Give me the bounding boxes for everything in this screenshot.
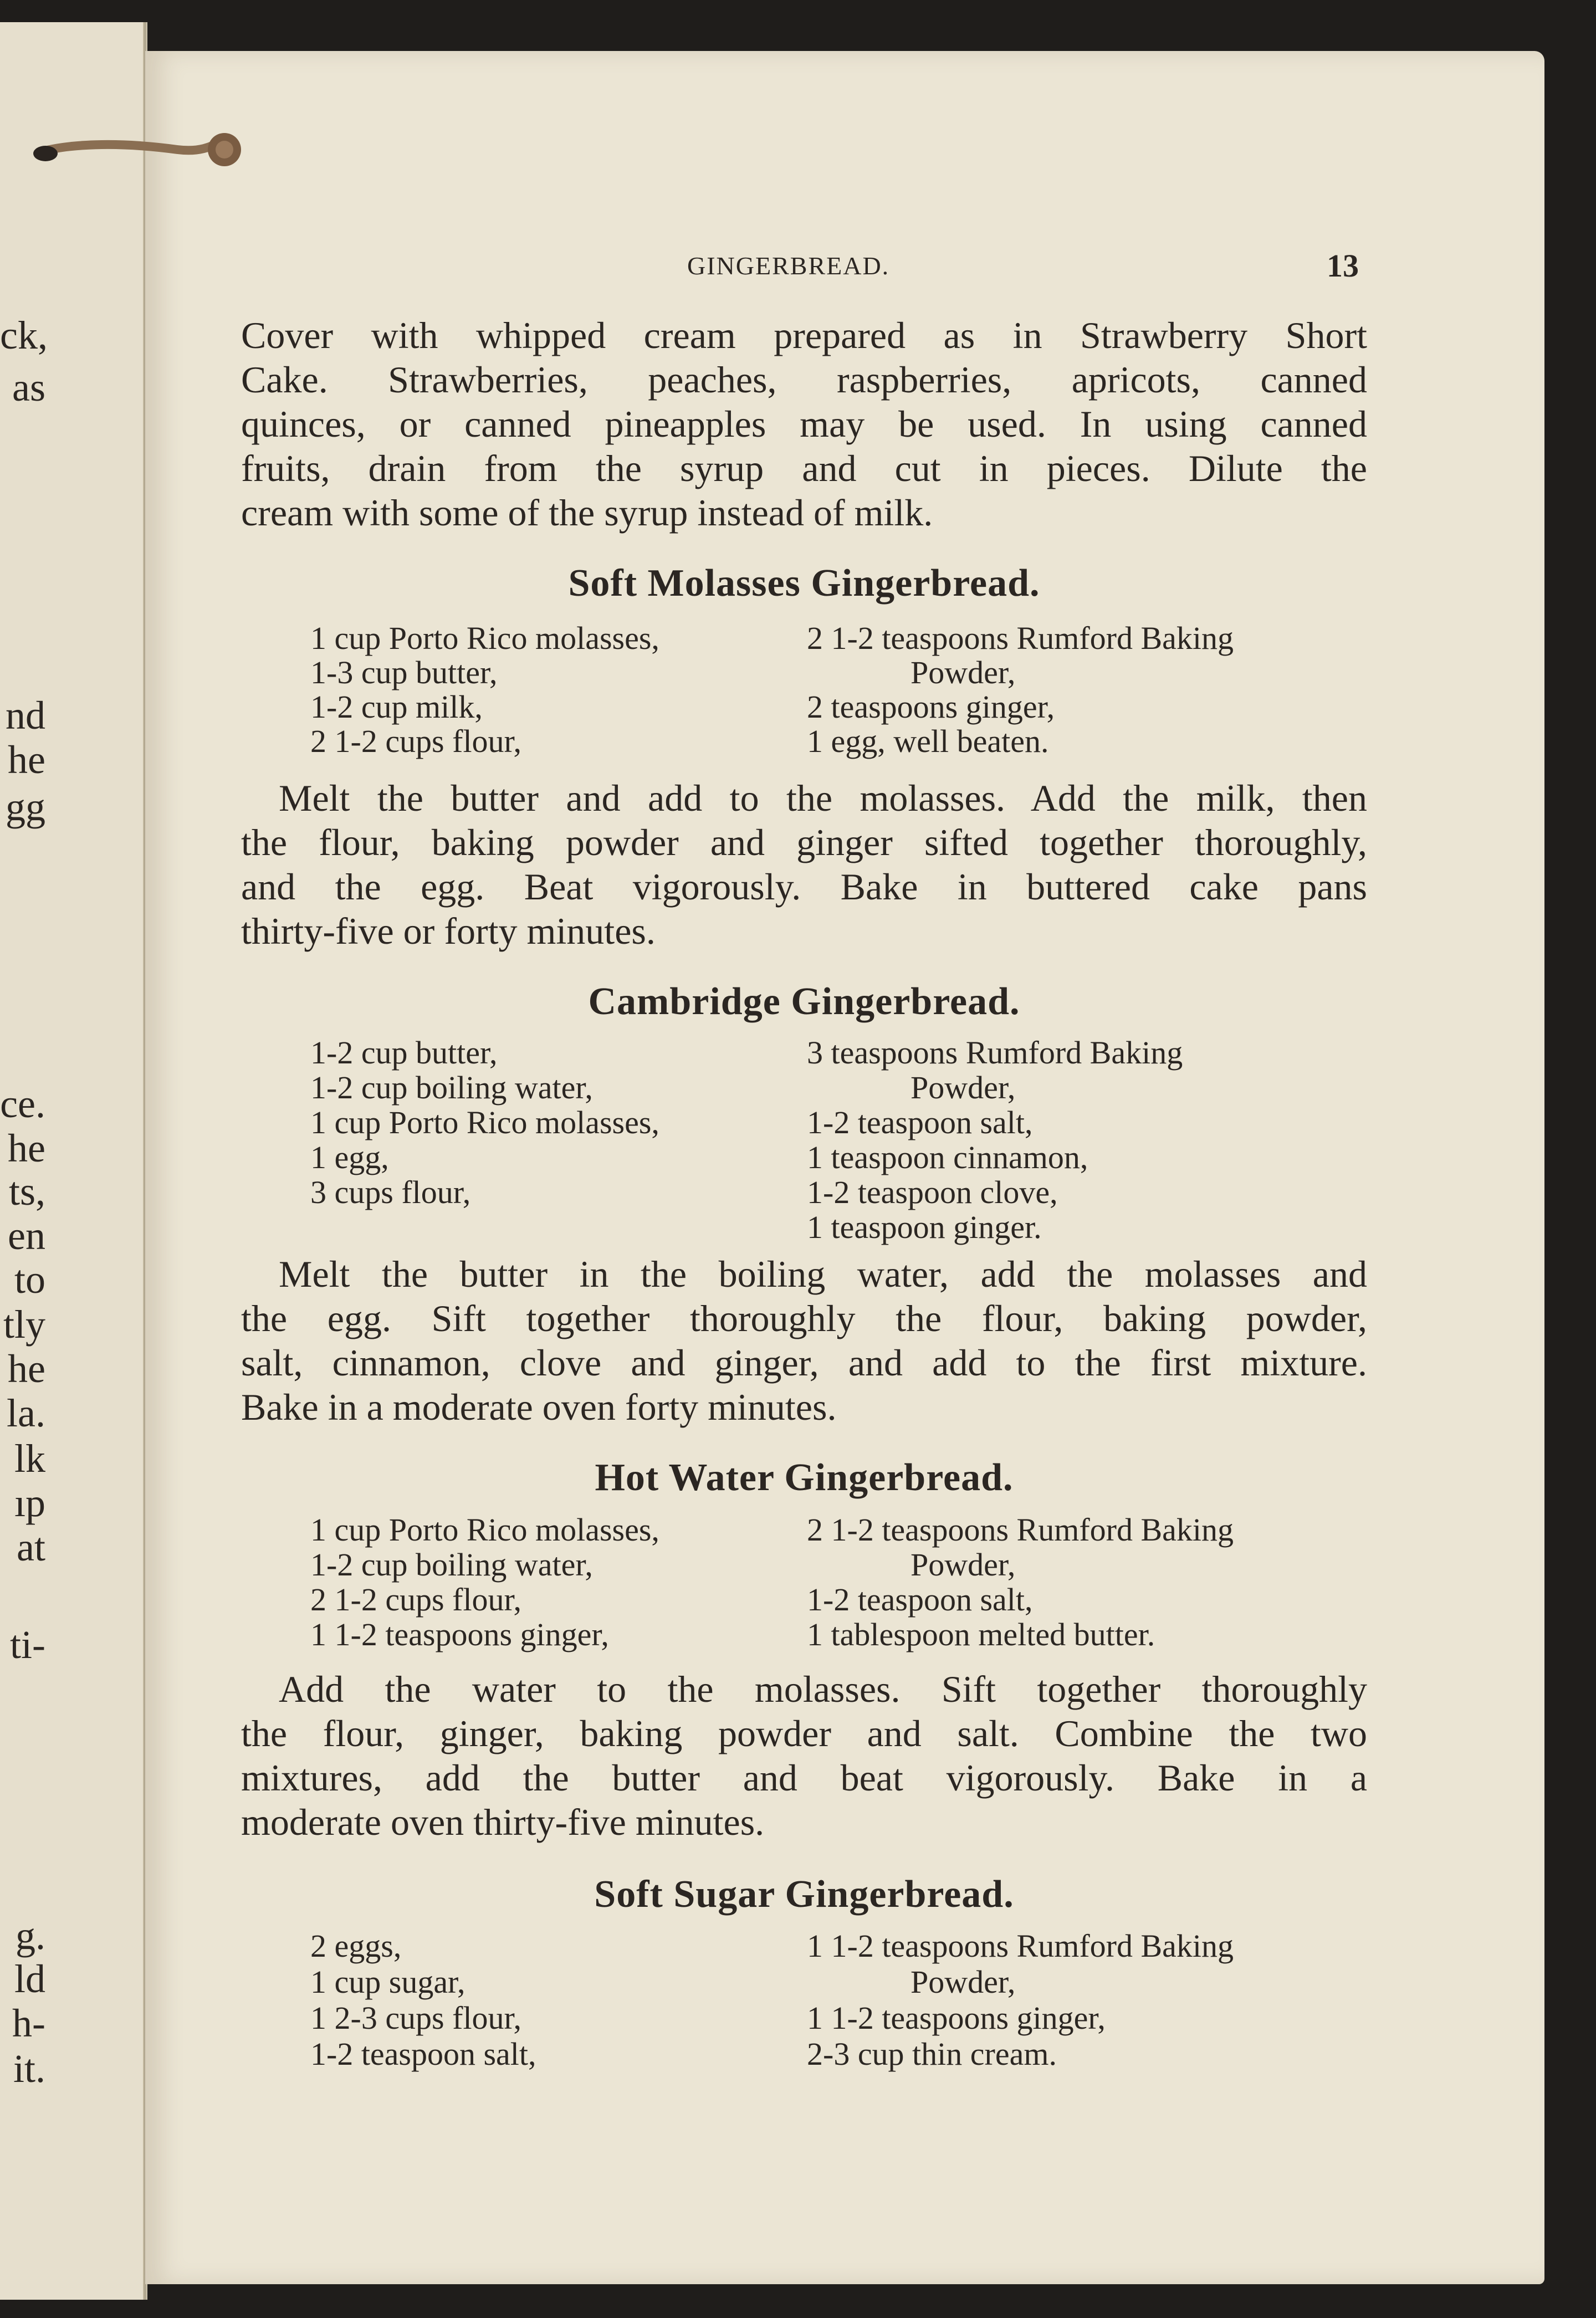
recipe-method xyxy=(241,776,1367,953)
ingredient-item: 2 1-2 cups flour, xyxy=(310,1582,522,1618)
ingredients-right-column xyxy=(807,621,1234,759)
ingredients-right-column xyxy=(807,1928,1234,2072)
text-line: Bake in a moderate oven forty minutes. xyxy=(241,1386,837,1428)
recipe-title: Soft Molasses Gingerbread. xyxy=(568,562,1040,605)
text-fragment: as xyxy=(12,365,45,410)
ingredient-item: 1-2 cup milk, xyxy=(310,689,483,725)
ingredient-item: Powder, xyxy=(910,1070,1016,1106)
ingredient-item: 1 cup Porto Rico molasses, xyxy=(310,620,659,656)
text-fragment: nd xyxy=(6,693,45,738)
ingredient-item: Powder, xyxy=(910,1964,1016,2000)
text-fragment: en xyxy=(8,1214,45,1258)
text-line: salt, cinnamon, clove and ginger, and add to the first mixture. xyxy=(241,1342,1367,1384)
ingredient-item: 2 1-2 teaspoons Rumford Baking xyxy=(807,620,1234,656)
binding-string-icon xyxy=(33,125,255,180)
ingredient-item: 1 1-2 teaspoons ginger, xyxy=(807,2000,1106,2036)
ingredient-item: 1 tablespoon melted butter. xyxy=(807,1616,1155,1652)
text-fragment: he xyxy=(8,1347,45,1391)
text-fragment: he xyxy=(8,1126,45,1170)
ingredient-item: 1 cup Porto Rico molasses, xyxy=(310,1104,659,1140)
text-line: mixtures, add the butter and beat vigorously. Bake in a xyxy=(241,1757,1367,1799)
ingredient-item: 1-2 teaspoon salt, xyxy=(310,2036,536,2072)
text-line: and the egg. Beat vigorously. Bake in buttered cake pans xyxy=(241,866,1367,908)
text-fragment: g. xyxy=(16,1913,45,1958)
ingredient-item: 3 cups flour, xyxy=(310,1174,471,1210)
ingredients-left-column xyxy=(310,621,659,759)
text-line: Cake. Strawberries, peaches, raspberries, apricots, canned xyxy=(241,359,1367,401)
recipe-title: Soft Sugar Gingerbread. xyxy=(594,1873,1014,1916)
ingredient-item: 1-2 cup butter, xyxy=(310,1035,498,1071)
text-fragment: ti- xyxy=(10,1623,45,1667)
text-fragment: at xyxy=(17,1525,45,1569)
text-fragment: la. xyxy=(7,1391,45,1435)
text-fragment: it. xyxy=(13,2046,45,2091)
running-head: GINGERBREAD. xyxy=(687,252,890,280)
text-fragment: ıp xyxy=(14,1481,45,1525)
text-fragment: ck, xyxy=(0,313,48,357)
ingredient-item: 1 1-2 teaspoons ginger, xyxy=(310,1616,609,1652)
text-line: moderate oven thirty-five minutes. xyxy=(241,1801,765,1843)
ingredient-item: 1-2 teaspoon salt, xyxy=(807,1104,1033,1140)
ingredient-item: 1-2 cup boiling water, xyxy=(310,1547,593,1583)
text-line: Melt the butter in the boiling water, add the molasses and xyxy=(279,1253,1367,1295)
ingredient-item: 1-2 cup boiling water, xyxy=(310,1070,593,1106)
text-line: the egg. Sift together thoroughly the flour, baking powder, xyxy=(241,1297,1367,1339)
intro-paragraph xyxy=(241,313,1367,535)
recipe-method xyxy=(241,1252,1367,1429)
ingredients-left-column xyxy=(310,1035,659,1210)
ingredient-item: 1 teaspoon cinnamon, xyxy=(807,1139,1088,1175)
text-fragment: he xyxy=(8,738,45,782)
text-line: Add the water to the molasses. Sift together thoroughly xyxy=(279,1668,1367,1710)
text-line: cream with some of the syrup instead of milk. xyxy=(241,492,933,534)
ingredient-item: 1 egg, xyxy=(310,1139,389,1175)
ingredient-item: 1 2-3 cups flour, xyxy=(310,2000,522,2036)
text-fragment: tly xyxy=(3,1302,45,1347)
ingredient-item: 2 teaspoons ginger, xyxy=(807,689,1055,725)
text-fragment: h- xyxy=(12,2001,45,2045)
text-fragment: ld xyxy=(14,1957,45,2001)
page-number: 13 xyxy=(1327,248,1359,284)
ingredients-left-column xyxy=(310,1512,659,1652)
ingredient-item: 3 teaspoons Rumford Baking xyxy=(807,1035,1183,1071)
recipe-title: Cambridge Gingerbread. xyxy=(588,980,1020,1023)
page-header xyxy=(241,249,1367,283)
ingredient-item: 1 egg, well beaten. xyxy=(807,723,1049,759)
ingredient-item: 1 teaspoon ginger. xyxy=(807,1209,1042,1245)
ingredient-item: 2 eggs, xyxy=(310,1928,402,1964)
text-line: the flour, ginger, baking powder and salt. Combine the two xyxy=(241,1712,1367,1754)
ingredient-item: Powder, xyxy=(910,654,1016,690)
text-line: Melt the butter and add to the molasses. Add the milk, then xyxy=(279,777,1367,819)
ingredient-item: 1-3 cup butter, xyxy=(310,654,498,690)
ingredients-left-column xyxy=(310,1928,536,2072)
ingredient-item: 1-2 teaspoon clove, xyxy=(807,1174,1058,1210)
ingredients-right-column xyxy=(807,1512,1234,1652)
ingredient-item: 2 1-2 cups flour, xyxy=(310,723,522,759)
ingredients-right-column xyxy=(807,1035,1183,1245)
ingredient-item: 2-3 cup thin cream. xyxy=(807,2036,1057,2072)
ingredient-item: 1 1-2 teaspoons Rumford Baking xyxy=(807,1928,1234,1964)
text-fragment: ts, xyxy=(8,1169,45,1214)
text-line: the flour, baking powder and ginger sifted together thoroughly, xyxy=(241,821,1367,863)
text-line: quinces, or canned pineapples may be used. In using canned xyxy=(241,403,1367,445)
recipe-method xyxy=(241,1667,1367,1844)
text-line: Cover with whipped cream prepared as in Strawberry Short xyxy=(241,314,1367,356)
ingredient-item: 2 1-2 teaspoons Rumford Baking xyxy=(807,1512,1234,1548)
recipe-title: Hot Water Gingerbread. xyxy=(595,1456,1014,1499)
text-fragment: to xyxy=(14,1257,45,1302)
text-line: thirty-five or forty minutes. xyxy=(241,910,656,952)
text-fragment: ce. xyxy=(0,1082,45,1126)
text-fragment: gg xyxy=(6,785,45,829)
ingredient-item: Powder, xyxy=(910,1547,1016,1583)
text-fragment: lk xyxy=(14,1436,45,1481)
ingredient-item: 1 cup Porto Rico molasses, xyxy=(310,1512,659,1548)
ingredient-item: 1-2 teaspoon salt, xyxy=(807,1582,1033,1618)
text-line: fruits, drain from the syrup and cut in pieces. Dilute the xyxy=(241,447,1367,489)
ingredient-item: 1 cup sugar, xyxy=(310,1964,466,2000)
